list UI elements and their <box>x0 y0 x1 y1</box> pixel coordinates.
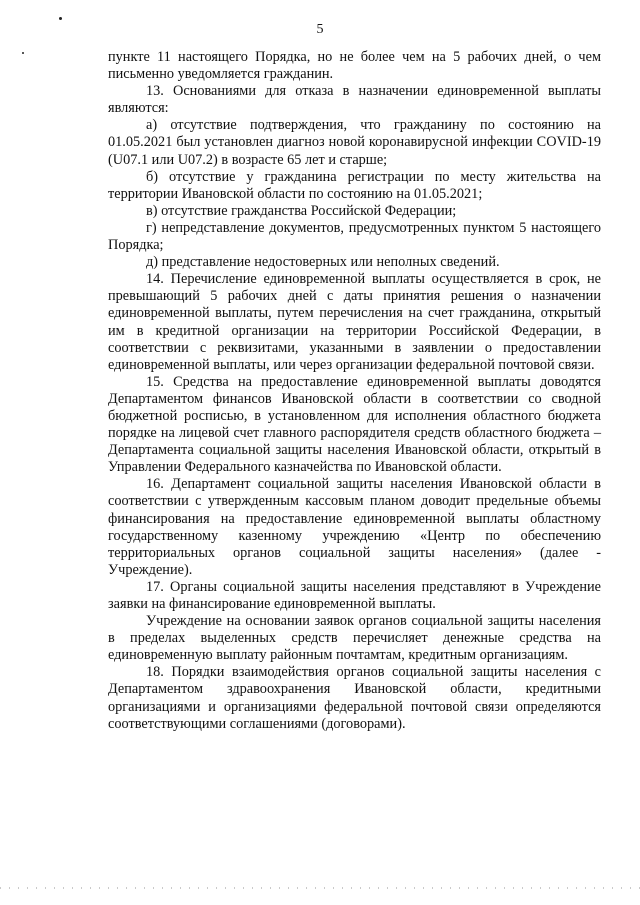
list-item-g: г) непредставление документов, предусмотренных пунктом 5 настоящего Порядка; <box>108 219 601 254</box>
page-number: 5 <box>316 22 324 37</box>
paragraph-15: 15. Средства на предоставление единовременной выплаты доводятся Департаментом финансов Ивановской области в соответствии со сводной бюджетной росписью, в установленном для исполнения областного бюджета порядке на лицевой счет главного распорядителя средств областного бюджета – Департамента социальной защиты населения Ивановской области, открытый в Управлении Федерального казначейства по Ивановской области. <box>108 373 601 476</box>
paragraph-17-continuation: Учреждение на основании заявок органов социальной защиты населения в пределах выделенных средств перечисляет денежные средства на единовременную выплату районным почтамтам, кредитным организациям. <box>108 613 601 664</box>
list-item-a: а) отсутствие подтверждения, что гражданину по состоянию на 01.05.2021 был установлен диагноз новой коронавирусной инфекции COVID-19 (U07.1 или U07.2) в возрасте 65 лет и старше; <box>108 117 601 168</box>
scan-noise-line <box>0 887 640 889</box>
paragraph-16: 16. Департамент социальной защиты населения Ивановской области в соответствии с утвержденным кассовым планом доводит предельные объемы финансирования на предоставление единовременной выплаты областному государственному казенному учреждению «Центр по обеспечению территориальных органов социальной защиты населения» (далее - Учреждение). <box>108 476 601 578</box>
paragraph-14: 14. Перечисление единовременной выплаты осуществляется в срок, не превышающий 5 рабочих дней с даты принятия решения о назначении единовременной выплаты, путем перечисления на счет гражданина, открытый им в кредитной организации на территории Российской Федерации, в соответствии с реквизитами, указанными в заявлении о предоставлении единовременной выплаты, или через организации федеральной почтовой связи. <box>108 271 601 373</box>
scan-speck <box>22 52 24 54</box>
list-item-v: в) отсутствие гражданства Российской Федерации; <box>146 202 457 219</box>
document-body <box>108 49 601 733</box>
paragraph-18: 18. Порядки взаимодействия органов социальной защиты населения с Департаментом здравоохранения Ивановской области, кредитными организациями и организациями федеральной почтовой связи определяются соответствующими соглашениями (договорами). <box>108 664 601 732</box>
list-item-b: б) отсутствие у гражданина регистрации по месту жительства на территории Ивановской области по состоянию на 01.05.2021; <box>108 168 601 202</box>
scan-speck <box>59 17 62 20</box>
paragraph-continuation: пункте 11 настоящего Порядка, но не более чем на 5 рабочих дней, о чем письменно уведомляется гражданин. <box>108 49 601 83</box>
paragraph-13: 13. Основаниями для отказа в назначении единовременной выплаты являются: <box>108 83 601 117</box>
list-item-d: д) представление недостоверных или неполных сведений. <box>146 254 500 271</box>
paragraph-17: 17. Органы социальной защиты населения представляют в Учреждение заявки на финансирование единовременной выплаты. <box>108 578 601 612</box>
